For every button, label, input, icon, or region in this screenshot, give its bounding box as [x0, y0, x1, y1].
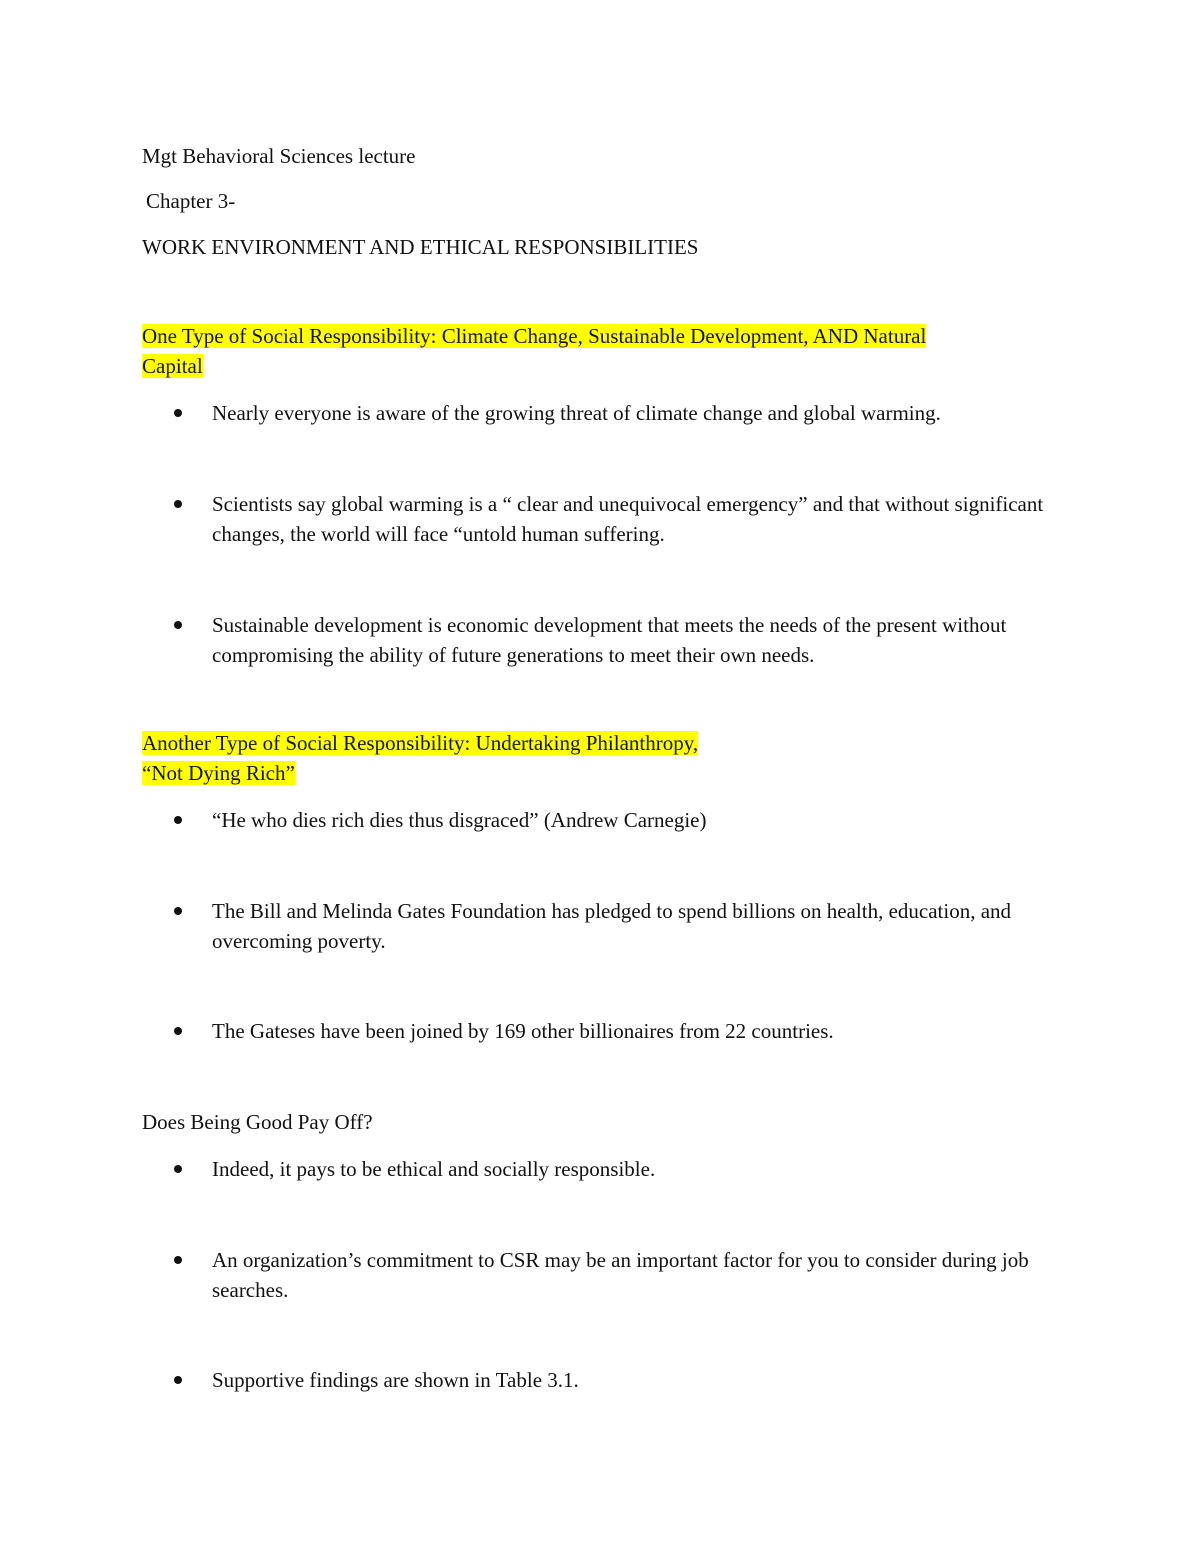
list-item: An organization’s commitment to CSR may be an important factor for you to consider during job searches.	[212, 1248, 1029, 1302]
bullet-dot	[174, 1376, 182, 1384]
bullet-dot	[174, 409, 182, 417]
section-heading-climate-line2: Capital	[142, 354, 203, 378]
section-heading-climate-cont	[142, 351, 203, 381]
bullet-dot	[174, 1256, 182, 1264]
section-heading-philanthropy-line2: “Not Dying Rich”	[142, 761, 295, 785]
list-item: Scientists say global warming is a “ clear and unequivocal emergency” and that without significant changes, the world will face “untold human suffering.	[212, 492, 1044, 546]
chapter-label: Chapter 3-	[146, 189, 236, 213]
list-item: The Gateses have been joined by 169 other billionaires from 22 countries.	[212, 1019, 834, 1043]
section-heading-climate-line1: One Type of Social Responsibility: Climate Change, Sustainable Development, AND Natural	[142, 324, 927, 348]
list-item: “He who dies rich dies thus disgraced” (Andrew Carnegie)	[212, 808, 707, 832]
bullet-dot	[174, 1165, 182, 1173]
list-item: Indeed, it pays to be ethical and socially responsible.	[212, 1157, 656, 1181]
list-item: Supportive findings are shown in Table 3.1.	[212, 1368, 579, 1392]
list-item: Nearly everyone is aware of the growing threat of climate change and global warming.	[212, 401, 941, 425]
bullet-dot	[174, 500, 182, 508]
section-heading-pay-off: Does Being Good Pay Off?	[142, 1110, 373, 1134]
list-item: The Bill and Melinda Gates Foundation has pledged to spend billions on health, education, and overcoming poverty.	[212, 899, 1012, 953]
bullet-dot	[174, 1027, 182, 1035]
course-title: Mgt Behavioral Sciences lecture	[142, 144, 416, 168]
list-item: Sustainable development is economic development that meets the needs of the present without compromising the ability of future generations to meet their own needs.	[212, 613, 1007, 667]
section-heading-philanthropy-cont	[142, 758, 295, 788]
section-heading-climate	[142, 321, 926, 351]
section-heading-philanthropy	[142, 728, 698, 758]
bullet-dot	[174, 907, 182, 915]
chapter-title: WORK ENVIRONMENT AND ETHICAL RESPONSIBILITIES	[142, 235, 699, 259]
bullet-dot	[174, 816, 182, 824]
section-heading-philanthropy-line1: Another Type of Social Responsibility: Undertaking Philanthropy,	[142, 731, 699, 755]
bullet-dot	[174, 621, 182, 629]
